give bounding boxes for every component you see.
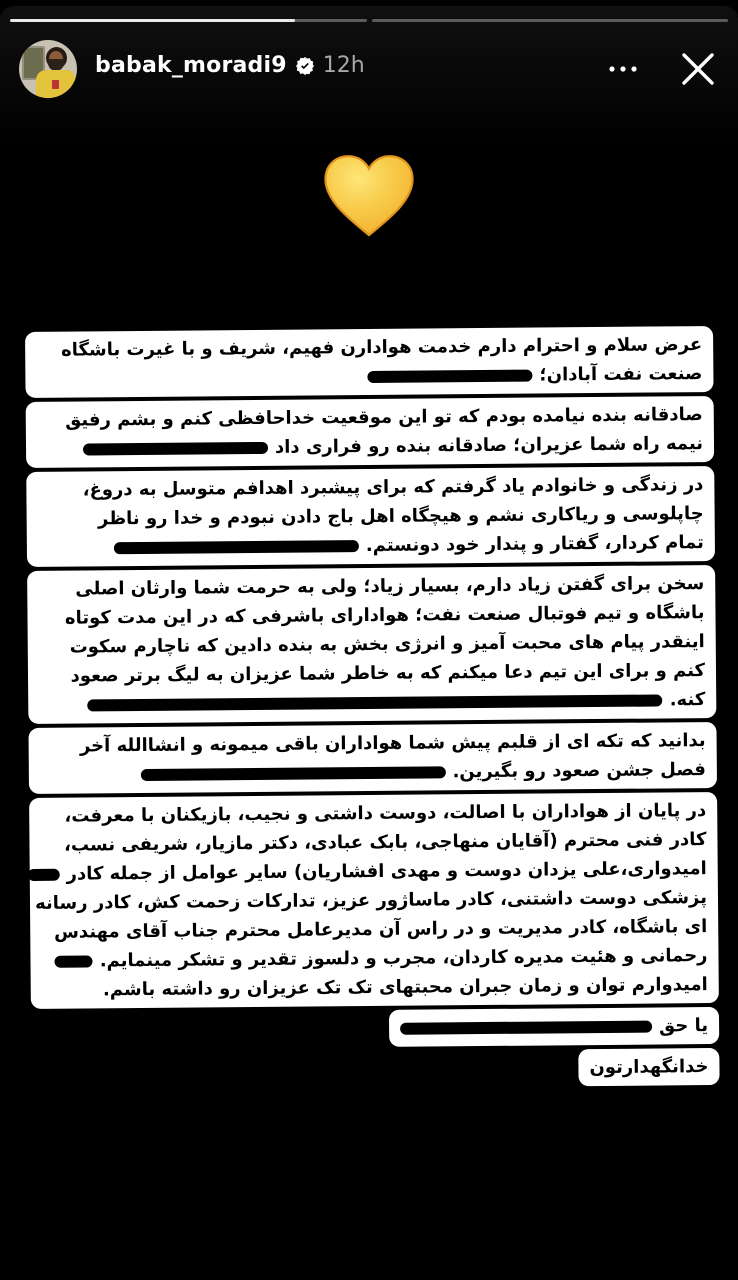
story-text: امیدواری،علی یزدان دوست و مهدی افشاریان) سایر عوامل از جمله کادر — [66, 858, 707, 885]
story-text-line — [39, 685, 705, 720]
story-text: بدانید که تکه ای از قلبم پیش شما هواداران باقی میمونه و انشاالله آخر — [79, 730, 706, 757]
username[interactable]: babak_moradi9 — [95, 53, 287, 78]
text-sticker-block — [26, 396, 715, 468]
redaction-bar — [400, 1021, 652, 1035]
story-text: کادر فنی محترم (آقایان منهاجی، بابک عبادی، دکتر مازیار، شریفی نسب، — [64, 829, 707, 856]
redaction-bar — [88, 694, 663, 711]
story-timestamp: 12h — [322, 53, 365, 78]
story-text-line — [400, 1011, 708, 1043]
story-text: سخن برای گفتن زیاد دارم، بسیار زیاد؛ ولی به حرمت شما وارثان اصلی — [75, 573, 705, 600]
story-text: کنم و برای این تیم دعا میکنم که به خاطر شما عزیزان به لیگ برتر صعود — [70, 660, 706, 687]
story-text: صادقانه بنده نیامده بودم که تو این موقعیت خداحافظی کنم و بشم رفیق — [65, 404, 703, 431]
story-text-line — [37, 429, 703, 464]
text-sticker-block — [27, 565, 716, 724]
text-sticker-block — [28, 722, 717, 794]
progress-segment-current — [10, 19, 367, 22]
story-text: نیمه راه شما عزیران؛ صادقانه بنده رو فراری داد — [274, 433, 704, 458]
story-text: فصل جشن صعود رو بگیرین. — [452, 759, 706, 783]
text-sticker-block — [25, 326, 714, 398]
story-text-stack — [25, 326, 720, 1095]
redaction-bar — [140, 766, 445, 781]
text-sticker-block — [29, 792, 719, 1009]
avatar[interactable] — [19, 40, 77, 98]
story-text: امیدوارم توان و زمان جبران محبتهای تک تک عزیزان رو داشته باشم. — [102, 974, 708, 1001]
text-sticker-block — [26, 466, 715, 567]
story-text: رحمانی و هئیت مدیره کاردان، مجرب و دلسوز تقدیر و تشکر مینمایم. — [99, 945, 708, 972]
redaction-bar — [114, 540, 359, 554]
verified-badge-icon — [296, 57, 314, 75]
more-options-button[interactable] — [602, 58, 644, 80]
story-text-line — [38, 528, 704, 563]
story-progress-bar — [10, 19, 728, 22]
story-text: صنعت نفت آبادان؛ — [539, 363, 703, 386]
story-text: عرض سلام و احترام دارم خدمت هوادارن فهیم، شریف و با غیرت باشگاه — [61, 334, 703, 361]
story-header — [0, 38, 738, 100]
story-text-line — [36, 359, 702, 394]
story-text: باشگاه و تیم فوتبال صنعت نفت؛ هوادارای باشرفی که در این مدت کوتاه — [64, 602, 705, 629]
avatar-jersey-crest — [52, 80, 59, 89]
text-sticker-block — [389, 1007, 719, 1047]
redaction-bar — [367, 370, 532, 383]
story-text-line — [589, 1052, 708, 1082]
redaction-bar — [27, 869, 59, 881]
story-text: در پایان از هواداران با اصالت، دوست داشتی و نجیب، بازیکنان با معرفت، — [64, 800, 707, 827]
story-text: ای باشگاه، کادر مدیریت و در راس آن مدیرعامل محترم جناب آقای مهندس — [53, 916, 708, 943]
story-text: پزشکی دوست داشتنی، کادر ماساژور عزیز، تدارکات زحمت کش، کادر رسانه — [34, 887, 708, 914]
story-text-line — [42, 970, 708, 1005]
story-text-line — [40, 755, 706, 790]
story-text: تمام کردار، گفتار و پندار خود دونستم. — [365, 532, 704, 557]
story-text: در زندگی و خانوادم یاد گرفتم که برای پیشبرد اهدافم متوسل به دروغ، — [82, 474, 704, 501]
text-sticker-block — [578, 1048, 719, 1086]
progress-segment-next — [372, 19, 729, 22]
yellow-heart-emoji — [0, 152, 738, 242]
ellipsis-icon — [608, 64, 638, 74]
story-text: اینقدر پیام های محبت آمیز و انرژی بخش به بنده دادین که ناچارم سکوت — [69, 631, 705, 658]
x-icon — [678, 49, 718, 89]
redaction-bar — [55, 955, 93, 967]
progress-fill — [10, 19, 295, 22]
close-story-button[interactable] — [672, 43, 724, 95]
story-text: خدانگهدارتون — [589, 1056, 709, 1079]
redaction-bar — [83, 442, 268, 456]
story-text: یا حق — [659, 1015, 709, 1037]
story-text: چاپلوسی و ریاکاری نشم و هیچگاه اهل باج دادن نبودم و خدا رو ناظر — [97, 503, 704, 530]
story-text: کنه. — [669, 689, 706, 711]
